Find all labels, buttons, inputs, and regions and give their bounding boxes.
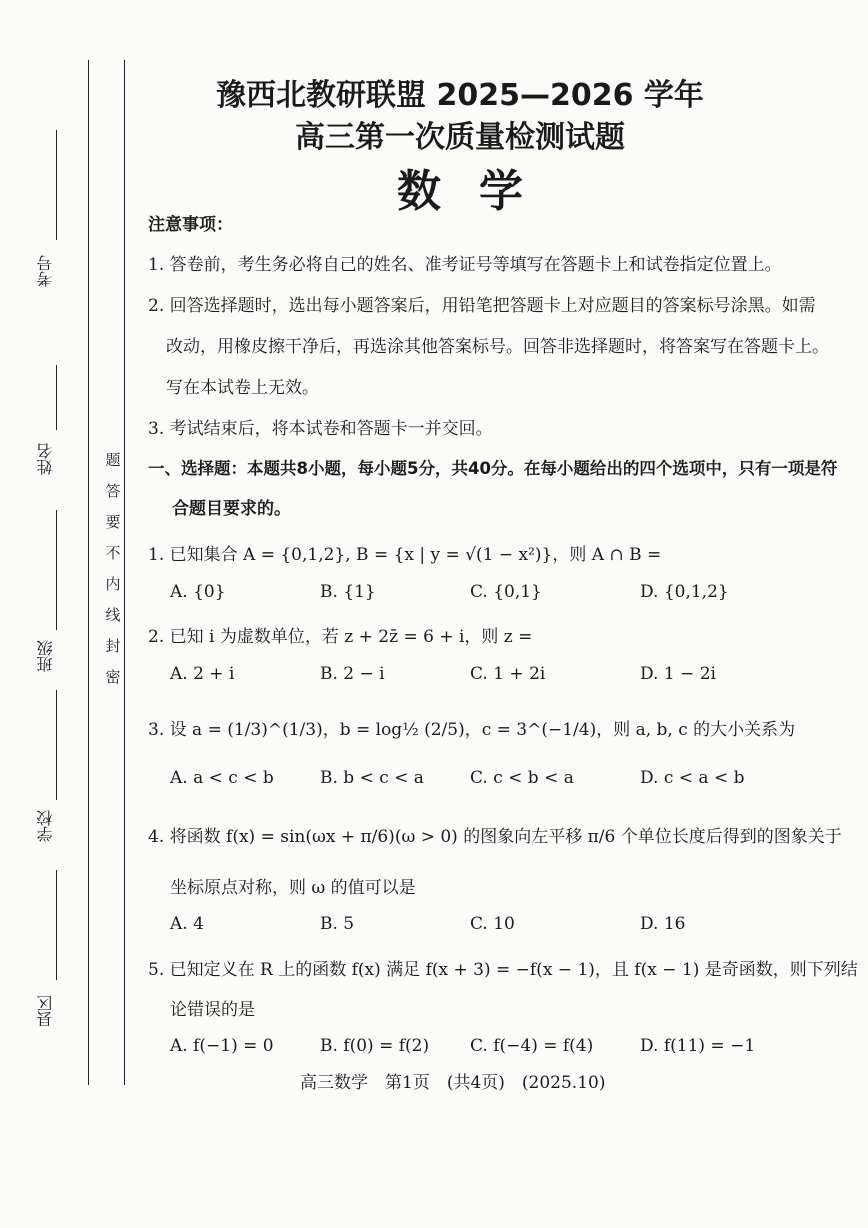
notice-item-2-cont2: 写在本试卷上无效。 [166, 378, 319, 398]
seal-char: 封 [105, 637, 121, 655]
notice-item-1: 1. 答卷前，考生务必将自己的姓名、准考证号等填写在答题卡上和试卷指定位置上。 [148, 255, 782, 275]
q2-option-b: B. 2 − i [320, 664, 385, 684]
question-1-stem: 1. 已知集合 A = {0,1,2}, B = {x | y = √(1 − x²)}，则 A ∩ B = [148, 545, 662, 565]
question-4-stem-cont: 坐标原点对称，则 ω 的值可以是 [170, 878, 416, 898]
name-line [56, 365, 57, 430]
kaohao-line [56, 130, 57, 240]
seal-char: 题 [105, 451, 121, 469]
q2-option-c: C. 1 + 2i [470, 664, 546, 684]
question-5-stem: 5. 已知定义在 R 上的函数 f(x) 满足 f(x + 3) = −f(x − 1)，且 f(x − 1) 是奇函数，则下列结 [148, 960, 858, 980]
q5-option-c: C. f(−4) = f(4) [470, 1036, 594, 1056]
seal-text [103, 445, 123, 693]
q3-option-c: C. c < b < a [470, 768, 574, 788]
binding-line-outer [88, 60, 89, 1085]
binding-line-inner [124, 60, 125, 1085]
seal-char: 不 [105, 544, 121, 562]
question-5-stem-cont: 论错误的是 [170, 1000, 255, 1020]
seal-char: 内 [105, 575, 121, 593]
school-label: 学校 [36, 810, 55, 842]
seal-char: 答 [105, 482, 121, 500]
question-4-stem: 4. 将函数 f(x) = sin(ωx + π/6)(ω > 0) 的图象向左平移 π/6 个单位长度后得到的图象关于 [148, 827, 842, 847]
county-line [56, 870, 57, 980]
notice-item-3: 3. 考试结束后，将本试卷和答题卡一并交回。 [148, 419, 493, 439]
q1-option-b: B. {1} [320, 582, 376, 602]
q3-option-a: A. a < c < b [170, 768, 274, 788]
page-footer: 高三数学 第1页 (共4页) (2025.10) [300, 1073, 606, 1093]
q3-option-d: D. c < a < b [640, 768, 745, 788]
q4-option-a: A. 4 [170, 914, 204, 934]
seal-char: 密 [105, 668, 121, 686]
q4-option-c: C. 10 [470, 914, 515, 934]
exam-title-line2: 高三第一次质量检测试题 [295, 120, 625, 155]
q1-option-c: C. {0,1} [470, 582, 542, 602]
kaohao-label: 考号 [36, 255, 55, 287]
q3-option-b: B. b < c < a [320, 768, 424, 788]
question-2-stem: 2. 已知 i 为虚数单位，若 z + 2z̄ = 6 + i，则 z = [148, 627, 533, 647]
q2-option-a: A. 2 + i [170, 664, 235, 684]
section-heading: 一、选择题：本题共8小题，每小题5分，共40分。在每小题给出的四个选项中，只有一项是符 [148, 459, 838, 478]
notice-item-2-cont: 改动，用橡皮擦干净后，再选涂其他答案标号。回答非选择题时，将答案写在答题卡上。 [166, 337, 829, 357]
q5-option-d: D. f(11) = −1 [640, 1036, 756, 1056]
class-label: 班级 [36, 640, 55, 672]
q4-option-d: D. 16 [640, 914, 686, 934]
notice-heading: 注意事项： [148, 215, 233, 235]
q5-option-a: A. f(−1) = 0 [170, 1036, 274, 1056]
q1-option-a: A. {0} [170, 582, 226, 602]
q1-option-d: D. {0,1,2} [640, 582, 729, 602]
section-heading-cont: 合题目要求的。 [172, 499, 291, 519]
q4-option-b: B. 5 [320, 914, 355, 934]
class-line [56, 510, 57, 630]
seal-char: 要 [105, 513, 121, 531]
school-line [56, 690, 57, 800]
seal-char: 线 [105, 606, 121, 624]
notice-item-2: 2. 回答选择题时，选出每小题答案后，用铅笔把答题卡上对应题目的答案标号涂黑。如需 [148, 296, 816, 316]
county-label: 县区 [36, 995, 55, 1027]
q2-option-d: D. 1 − 2i [640, 664, 716, 684]
name-label: 姓名 [36, 443, 55, 475]
q5-option-b: B. f(0) = f(2) [320, 1036, 430, 1056]
question-3-stem: 3. 设 a = (1/3)^(1/3)，b = log½ (2/5)，c = 3^(−1/4)，则 a, b, c 的大小关系为 [148, 720, 796, 740]
subject-title: 数学 [397, 166, 561, 217]
exam-title-line1: 豫西北教研联盟 2025—2026 学年 [216, 78, 704, 113]
